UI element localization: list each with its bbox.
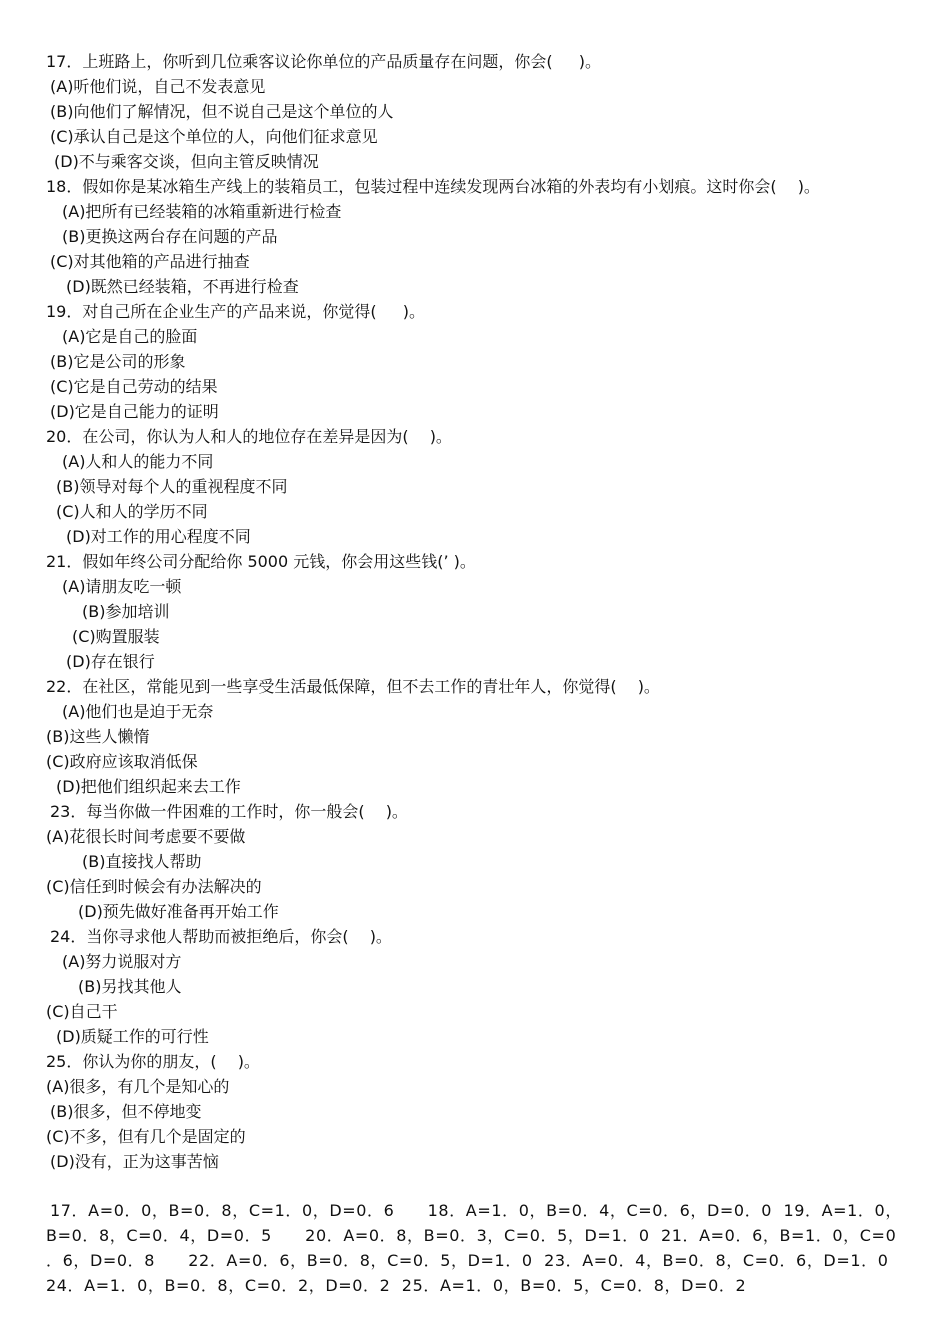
question-23-option-a: (A)花很长时间考虑要不要做 [46, 827, 246, 846]
question-23-option-c: (C)信任到时候会有办法解决的 [46, 877, 262, 896]
question-20-stem: 20．在公司，你认为人和人的地位存在差异是因为( )。 [46, 427, 452, 446]
question-22-option-b: (B)这些人懒惰 [46, 727, 150, 746]
question-24-option-a: (A)努力说服对方 [62, 952, 182, 971]
question-18-option-a: (A)把所有已经装箱的冰箱重新进行检查 [62, 202, 342, 221]
question-24-option-d: (D)质疑工作的可行性 [56, 1027, 209, 1046]
question-22-stem: 22．在社区，常能见到一些享受生活最低保障，但不去工作的青壮年人，你觉得( )。 [46, 677, 660, 696]
question-23-option-d: (D)预先做好准备再开始工作 [78, 902, 279, 921]
question-17-option-c: (C)承认自己是这个单位的人，向他们征求意见 [50, 127, 378, 146]
question-24-stem: 24．当你寻求他人帮助而被拒绝后，你会( )。 [50, 927, 392, 946]
question-19-option-b: (B)它是公司的形象 [50, 352, 186, 371]
question-24-option-b: (B)另找其他人 [78, 977, 182, 996]
question-22-option-d: (D)把他们组织起来去工作 [56, 777, 241, 796]
question-18-option-c: (C)对其他箱的产品进行抽查 [50, 252, 250, 271]
question-23-option-b: (B)直接找人帮助 [82, 852, 202, 871]
question-20-option-c: (C)人和人的学历不同 [56, 502, 208, 521]
question-18-option-b: (B)更换这两台存在问题的产品 [62, 227, 278, 246]
question-17-stem: 17．上班路上，你听到几位乘客议论你单位的产品质量存在问题，你会( )。 [46, 52, 602, 71]
question-18-stem: 18．假如你是某冰箱生产线上的装箱员工，包装过程中连续发现两台冰箱的外表均有小划痕。这时你会( )。 [46, 177, 820, 196]
question-19-option-d: (D)它是自己能力的证明 [50, 402, 219, 421]
question-17-option-b: (B)向他们了解情况，但不说自己是这个单位的人 [50, 102, 394, 121]
question-25-option-a: (A)很多，有几个是知心的 [46, 1077, 230, 1096]
question-17-option-d: (D)不与乘客交谈，但向主管反映情况 [54, 152, 319, 171]
question-25-option-b: (B)很多，但不停地变 [50, 1102, 202, 1121]
question-21-stem: 21．假如年终公司分配给你 5000 元钱，你会用这些钱(’ )。 [46, 552, 476, 571]
question-19-stem: 19．对自己所在企业生产的产品来说，你觉得( )。 [46, 302, 426, 321]
question-20-option-d: (D)对工作的用心程度不同 [66, 527, 251, 546]
question-25-stem: 25．你认为你的朋友，( )。 [46, 1052, 260, 1071]
question-20-option-b: (B)领导对每个人的重视程度不同 [56, 477, 288, 496]
question-18-option-d: (D)既然已经装箱，不再进行检查 [66, 277, 299, 296]
question-24-option-c: (C)自己干 [46, 1002, 118, 1021]
answer-key-line: B=0．8，C=0．4，D=0．5 20．A=0．8，B=0．3，C=0．5，D=1．0 21．A=0．6，B=1．0，C=0 [46, 1226, 897, 1245]
question-21-option-d: (D)存在银行 [66, 652, 155, 671]
question-21-option-c: (C)购置服装 [72, 627, 160, 646]
question-19-option-a: (A)它是自己的脸面 [62, 327, 198, 346]
question-25-option-c: (C)不多，但有几个是固定的 [46, 1127, 246, 1146]
answer-key-line: 17．A=0．0，B=0．8，C=1．0，D=0．6 18．A=1．0，B=0．4，C=0．6，D=0．0 19．A=1．0， [50, 1201, 902, 1220]
question-22-option-c: (C)政府应该取消低保 [46, 752, 198, 771]
answer-key-line: ．6，D=0．8 22．A=0．6，B=0．8，C=0．5，D=1．0 23．A=0．4，B=0．8，C=0．6，D=1．0 [46, 1251, 889, 1270]
question-21-option-a: (A)请朋友吃一顿 [62, 577, 182, 596]
question-17-option-a: (A)听他们说，自己不发表意见 [50, 77, 266, 96]
answer-key-line: 24．A=1．0，B=0．8，C=0．2，D=0．2 25．A=1．0，B=0．5，C=0．8，D=0．2 [46, 1276, 747, 1295]
answer-key [46, 1198, 906, 1298]
question-22-option-a: (A)他们也是迫于无奈 [62, 702, 214, 721]
question-23-stem: 23．每当你做一件困难的工作时，你一般会( )。 [50, 802, 408, 821]
question-19-option-c: (C)它是自己劳动的结果 [50, 377, 218, 396]
question-20-option-a: (A)人和人的能力不同 [62, 452, 214, 471]
question-21-option-b: (B)参加培训 [82, 602, 170, 621]
question-25-option-d: (D)没有，正为这事苦恼 [50, 1152, 219, 1171]
